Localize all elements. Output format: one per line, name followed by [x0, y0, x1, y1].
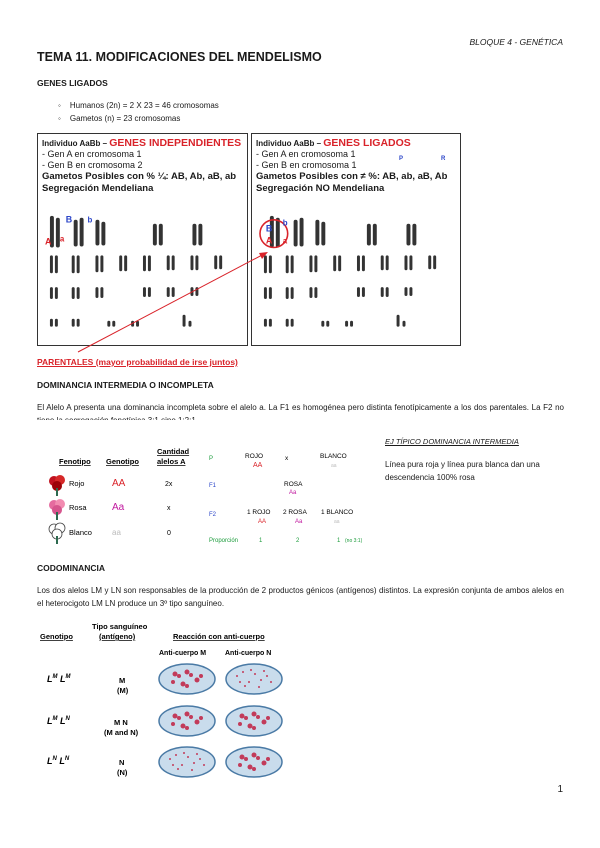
page-number: 1	[557, 784, 563, 795]
cross-proporcion: Proporción	[209, 538, 239, 544]
col-cantidad: Cantidad	[157, 447, 190, 456]
svg-text:A: A	[44, 236, 52, 247]
panel-line-bold: Segregación Mendeliana	[42, 183, 154, 194]
blood-antigen: (M and N)	[104, 728, 139, 737]
cross-p1: 1	[259, 538, 263, 544]
row-fenotipo: Rosa	[69, 503, 87, 512]
dish-agglutinated	[226, 747, 282, 777]
karyotype-image	[44, 198, 241, 342]
cross-f2-blanco-gen: aa	[334, 519, 340, 525]
blood-type: M	[119, 676, 126, 685]
row-cantidad: 0	[167, 530, 171, 537]
genotype-lnln: $L^N$ $L^N$	[47, 756, 70, 766]
anti-m-label: Anti-cuerpo M	[159, 650, 207, 657]
cross-aa-red: AA	[253, 462, 263, 469]
page-title: TEMA 11. MODIFICACIONES DEL MENDELISMO	[37, 50, 322, 64]
heading-dominancia: DOMINANCIA INTERMEDIA O INCOMPLETA	[37, 380, 214, 390]
panel-line-bold: Gametos Posibles con % ¼: AB, Ab, aB, ab	[42, 171, 237, 182]
col-genotipo: Genotipo	[106, 457, 139, 466]
karyotype-image	[258, 198, 454, 342]
dish-dispersed	[226, 664, 282, 694]
anti-n-label: Anti-cuerpo N	[225, 650, 272, 657]
cross-rojo: ROJO	[245, 453, 264, 460]
svg-text:b: b	[87, 215, 93, 225]
block-label: BLOQUE 4 - GENÉTICA	[469, 37, 563, 47]
blood-antigen: (M)	[117, 686, 129, 695]
row-fenotipo: Rojo	[69, 479, 85, 488]
col-cantidad2: alelos A	[157, 457, 186, 466]
dish-dispersed	[159, 747, 215, 777]
cross-f2-rosa: 2 ROSA	[283, 509, 307, 516]
col-genotipo: Genotipo	[40, 632, 73, 641]
heading-codominancia: CODOMINANCIA	[37, 563, 105, 573]
row-cantidad: 2x	[165, 481, 173, 488]
row-genotipo: Aa	[112, 502, 125, 513]
cross-f2: F2	[209, 512, 217, 518]
genotype-lmlm: $L^M$ $L^M$	[47, 674, 71, 684]
cross-p3: 1	[337, 538, 341, 544]
parentales-caption: PARENTALES (mayor probabilidad de irse juntos)	[37, 357, 238, 367]
blood-type: M N	[114, 718, 128, 727]
cross-x: x	[285, 455, 289, 462]
col-tipo-sub: (antígeno)	[99, 632, 136, 641]
panel-title: Individuo AaBb – GENES INDEPENDIENTES	[42, 137, 242, 149]
blood-antigen: (N)	[117, 768, 128, 777]
mark-p: P	[399, 156, 404, 162]
blood-type: N	[119, 758, 125, 767]
svg-text:A: A	[265, 235, 273, 246]
panel-line-bold: Segregación NO Mendeliana	[256, 183, 385, 194]
row-fenotipo: Blanco	[69, 528, 92, 537]
bullet-item: ◦ Gametos (n) = 23 cromosomas	[58, 112, 219, 125]
codominancia-text: Los dos alelos LM y LN son responsables de la producción de 2 productos génicos (antígenos) distintos. La expresión conjunta de ambos alelos en el heterocigoto LM LN produce un 3º tipo sanguíneo.	[37, 586, 564, 608]
bullet-list	[58, 99, 219, 125]
codominancia-figure	[37, 622, 289, 782]
cross-aa-white: aa	[331, 463, 337, 469]
cross-p: P	[209, 456, 214, 462]
cross-f2-rojo: 1 ROJO	[247, 509, 271, 516]
ej-text: Línea pura roja y línea pura blanca dan una descendencia 100% rosa	[385, 460, 540, 482]
svg-text:b: b	[282, 218, 288, 228]
cross-f1-gen: Aa	[289, 490, 297, 496]
panel-line-bold: Gametos Posibles con ≠ %: AB, ab, aB, Ab	[256, 171, 448, 182]
svg-text:B: B	[65, 214, 73, 225]
cross-rosa: ROSA	[284, 481, 303, 488]
cross-f2-blanco: 1 BLANCO	[321, 509, 354, 516]
panel-line: - Gen B en cromosoma 2	[42, 160, 143, 170]
panel-title: Individuo AaBb – GENES LIGADOS	[256, 137, 411, 149]
cross-f2-rojo-gen: AA	[258, 519, 267, 525]
genotype-lmln: $L^M$ $L^N$	[47, 716, 70, 726]
panel-line: - Gen B en cromosoma 1	[256, 160, 357, 170]
panel-genes-ligados	[251, 133, 461, 346]
col-fenotipo: Fenotipo	[59, 457, 91, 466]
bullet-item: ◦ Humanos (2n) = 2 X 23 = 46 cromosomas	[58, 99, 219, 112]
dominancia-figure	[37, 420, 377, 555]
dish-agglutinated	[226, 706, 282, 736]
dish-agglutinated	[159, 706, 215, 736]
panel-genes-independientes	[37, 133, 248, 346]
panel-line: - Gen A en cromosoma 1	[42, 149, 142, 159]
cross-f1: F1	[209, 483, 217, 489]
row-genotipo: aa	[112, 528, 121, 537]
dish-agglutinated	[159, 664, 215, 694]
heading-genes-ligados: GENES LIGADOS	[37, 78, 108, 88]
flower-pink-icon	[49, 499, 65, 520]
flower-white-icon	[49, 523, 65, 544]
svg-text:a: a	[282, 236, 288, 246]
mark-r: R	[441, 156, 446, 162]
flower-red-icon	[49, 475, 65, 496]
cross-p2: 2	[296, 538, 300, 544]
cross-f2-rosa-gen: Aa	[295, 519, 303, 525]
row-genotipo: AA	[112, 478, 126, 489]
dominancia-text: El Alelo A presenta una dominancia incompleta sobre el alelo a. La F1 es homogénea pero distinta fenotípicamente a los dos parentales. La F2 no	[37, 403, 564, 412]
cross-p-note: (no 3:1)	[345, 538, 363, 544]
svg-text:a: a	[59, 234, 65, 244]
svg-text:B: B	[265, 223, 273, 234]
col-reaccion: Reacción con anti-cuerpo	[173, 632, 265, 641]
ej-title: EJ TÍPICO DOMINANCIA INTERMEDIA	[385, 437, 519, 446]
cross-blanco: BLANCO	[320, 453, 347, 460]
panel-line: - Gen A en cromosoma 1	[256, 149, 356, 159]
row-cantidad: x	[167, 505, 171, 512]
col-tipo: Tipo sanguíneo	[92, 622, 148, 631]
